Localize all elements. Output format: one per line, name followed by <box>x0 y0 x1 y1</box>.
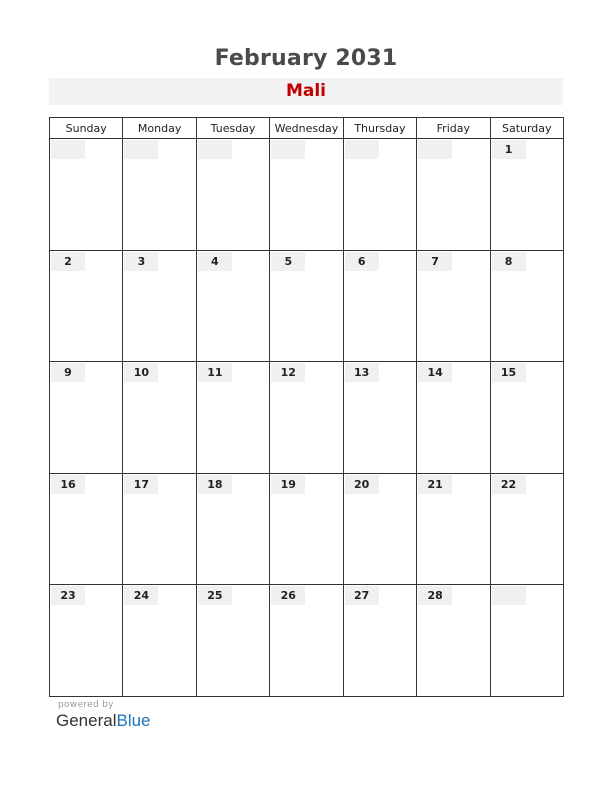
day-cell[interactable] <box>270 473 343 585</box>
day-cell[interactable] <box>196 250 269 362</box>
day-number: 24 <box>124 586 158 605</box>
day-cell[interactable] <box>196 585 269 697</box>
week-row <box>50 250 564 362</box>
weekday-header: Wednesday <box>270 118 343 139</box>
day-number: 17 <box>124 475 158 494</box>
day-cell[interactable] <box>417 250 490 362</box>
day-number: 25 <box>198 586 232 605</box>
country-name: Mali <box>285 81 327 101</box>
day-number: 15 <box>492 363 526 382</box>
generalblue-logo[interactable] <box>56 711 151 731</box>
calendar-body <box>50 139 564 697</box>
weekday-header: Thursday <box>343 118 416 139</box>
day-number: 16 <box>51 475 85 494</box>
day-number: 3 <box>124 252 158 271</box>
day-number: 2 <box>51 252 85 271</box>
day-cell[interactable] <box>50 473 123 585</box>
day-number <box>124 140 158 159</box>
day-cell[interactable] <box>50 585 123 697</box>
weekday-header: Saturday <box>490 118 563 139</box>
day-number: 5 <box>271 252 305 271</box>
logo-text-blue: Blue <box>116 711 151 730</box>
day-cell[interactable] <box>270 362 343 474</box>
day-number: 18 <box>198 475 232 494</box>
day-cell[interactable] <box>123 139 196 251</box>
day-number: 7 <box>418 252 452 271</box>
day-cell[interactable] <box>417 585 490 697</box>
footer-branding <box>56 700 151 731</box>
day-number: 19 <box>271 475 305 494</box>
day-number: 23 <box>51 586 85 605</box>
weekday-header: Sunday <box>50 118 123 139</box>
day-number: 14 <box>418 363 452 382</box>
week-row <box>50 585 564 697</box>
country-banner <box>49 78 563 105</box>
day-number: 21 <box>418 475 452 494</box>
day-number <box>345 140 379 159</box>
day-cell[interactable] <box>343 585 416 697</box>
day-number: 13 <box>345 363 379 382</box>
day-number: 28 <box>418 586 452 605</box>
month-calendar-grid <box>49 117 564 697</box>
day-number: 6 <box>345 252 379 271</box>
day-number <box>51 140 85 159</box>
day-number: 22 <box>492 475 526 494</box>
day-number: 10 <box>124 363 158 382</box>
day-cell[interactable] <box>343 473 416 585</box>
day-cell[interactable] <box>343 362 416 474</box>
day-cell[interactable] <box>343 139 416 251</box>
day-number: 26 <box>271 586 305 605</box>
day-cell[interactable] <box>490 250 563 362</box>
weekday-header: Tuesday <box>196 118 269 139</box>
day-cell[interactable] <box>490 139 563 251</box>
week-row <box>50 473 564 585</box>
day-number: 8 <box>492 252 526 271</box>
day-cell[interactable] <box>490 585 563 697</box>
day-cell[interactable] <box>270 585 343 697</box>
day-cell[interactable] <box>196 362 269 474</box>
logo-text-general: General <box>56 711 117 730</box>
day-cell[interactable] <box>343 250 416 362</box>
week-row <box>50 139 564 251</box>
weekday-header: Friday <box>417 118 490 139</box>
day-cell[interactable] <box>196 473 269 585</box>
day-cell[interactable] <box>270 139 343 251</box>
powered-by-text: powered by <box>58 700 114 710</box>
day-cell[interactable] <box>196 139 269 251</box>
day-number <box>492 586 526 605</box>
calendar-title: February 2031 <box>214 46 398 71</box>
weekday-header-row <box>50 118 564 139</box>
day-number: 27 <box>345 586 379 605</box>
day-number <box>198 140 232 159</box>
week-row <box>50 362 564 474</box>
day-cell[interactable] <box>417 139 490 251</box>
day-cell[interactable] <box>50 250 123 362</box>
day-cell[interactable] <box>490 362 563 474</box>
day-cell[interactable] <box>417 473 490 585</box>
day-cell[interactable] <box>123 473 196 585</box>
day-number: 9 <box>51 363 85 382</box>
day-number: 12 <box>271 363 305 382</box>
day-cell[interactable] <box>50 362 123 474</box>
day-number <box>271 140 305 159</box>
day-number: 4 <box>198 252 232 271</box>
day-cell[interactable] <box>123 362 196 474</box>
weekday-header: Monday <box>123 118 196 139</box>
day-number: 11 <box>198 363 232 382</box>
day-cell[interactable] <box>417 362 490 474</box>
day-cell[interactable] <box>50 139 123 251</box>
day-cell[interactable] <box>270 250 343 362</box>
day-number: 20 <box>345 475 379 494</box>
day-number <box>418 140 452 159</box>
day-number: 1 <box>492 140 526 159</box>
day-cell[interactable] <box>123 250 196 362</box>
day-cell[interactable] <box>490 473 563 585</box>
day-cell[interactable] <box>123 585 196 697</box>
